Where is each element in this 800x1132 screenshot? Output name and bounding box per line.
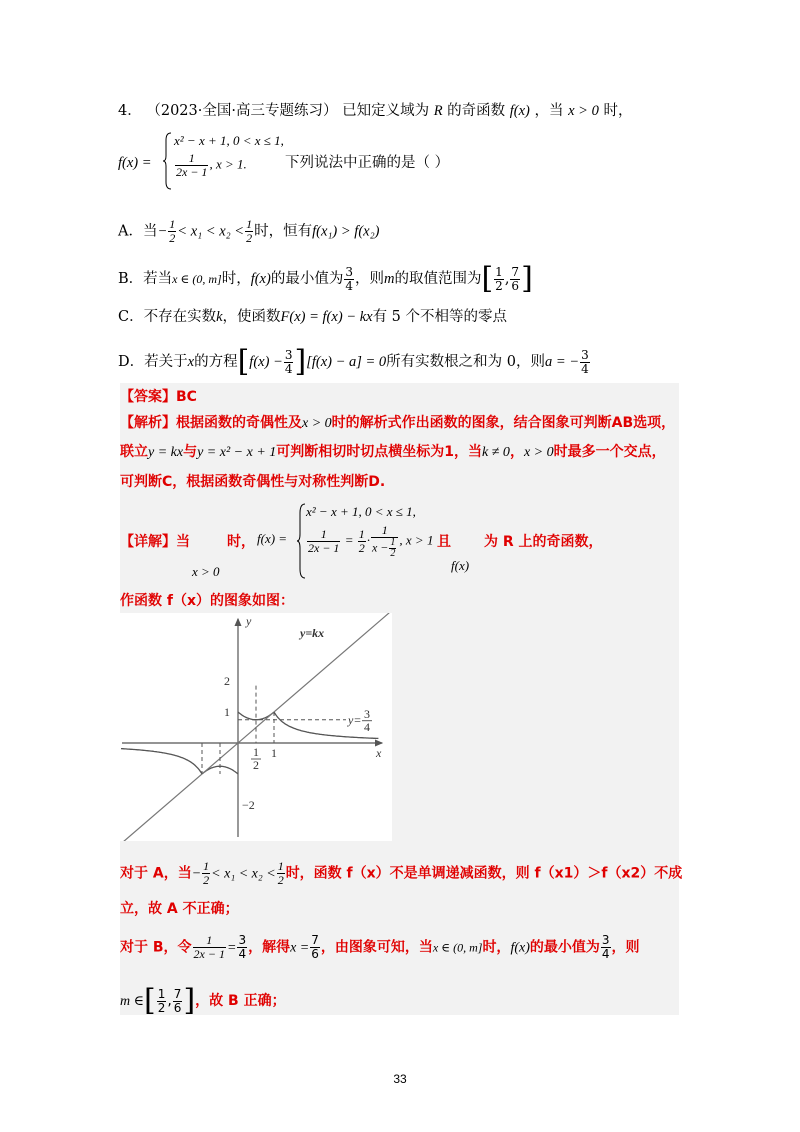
graph-svg: [120, 613, 392, 841]
judge-b-line-2: m ∈[ $\frac{1}{2}$ , $\frac{7}{6}$ ]，故 B 正确；: [120, 983, 286, 1018]
graph-caption: 作函数 f（x）的图象如图：: [120, 593, 294, 609]
judge-a-line-1: 对于 A，当− $\frac{1}{2}$ < x₁ < x₂ < $\frac{1}{2}$ 时，函数 f（x）不是单调递减函数，则 f（x1）＞f（x2）不成: [120, 859, 683, 887]
tick-2: 2: [224, 674, 230, 688]
judge-b-line-1: 对于 B，令 $\frac{1}{2x - 1}$ = $\frac{3}{4}$ ，解得x = $\frac{7}{6}$ ，由图象可知，当x ∈ (0, m]时，f(x)的最小值为 $\frac{3}{4}$ ，则: [120, 933, 640, 961]
tick-1: 1: [224, 705, 230, 719]
asymptote-den: 4: [364, 719, 370, 734]
detail-label: 【详解】当: [120, 534, 190, 550]
tick-neg-2: −2: [242, 798, 255, 812]
question-number: 4．: [118, 103, 142, 119]
line-label: y=kx: [300, 626, 325, 640]
answer-line: 【答案】BC: [120, 389, 197, 405]
option-c[interactable]: C．不存在实数k，使函数F(x) = f(x) − kx有 5 个不相等的零点: [118, 309, 508, 325]
analysis-line-2: 联立y = kx与y = x² − x + 1可判断相切时切点横坐标为1，当k ≠ 0，x > 0时最多一个交点，: [120, 444, 666, 460]
detail-brace-icon: [296, 503, 306, 579]
x-axis-label: x: [376, 746, 382, 760]
option-b[interactable]: B．若当x ∈ (0, m]时，f(x)的最小值为 $\frac{3}{4}$ ，则m的取值范围为[ $\frac{1}{2}$ , $\frac{7}{6}$ ]: [118, 261, 533, 296]
question-prompt: 下列说法中正确的是（ ）: [285, 155, 450, 171]
tick-half-num: 1: [253, 745, 259, 759]
tick-half-den: 2: [253, 758, 259, 772]
page-number: 33: [393, 1072, 407, 1086]
option-a[interactable]: A．当− $\frac{1}{2}$ < x₁ < x₂ < $\frac{1}{2}$ 时，恒有f(x₁) > f(x₂): [118, 217, 380, 245]
asymptote-num: 3: [364, 706, 370, 721]
brace-icon: [162, 132, 172, 190]
answer-value: BC: [176, 389, 197, 405]
analysis-line-1: 【解析】根据函数的奇偶性及x > 0时的解析式作出函数的图象，结合图象可判断AB选项，: [120, 415, 676, 431]
y-axis-label: y: [246, 614, 252, 628]
judge-a-line-2: 立，故 A 不正确；: [120, 901, 239, 917]
question-source: （2023·全国·高三专题练习）: [146, 103, 338, 119]
asymptote-label: y=: [348, 712, 362, 727]
analysis-line-3: 可判断C，根据函数奇偶性与对称性判断D.: [120, 474, 386, 490]
tick-x-1: 1: [271, 746, 277, 760]
option-d[interactable]: D．若关于x的方程[f(x) − $\frac{3}{4}$ ][f(x) − a] = 0所有实数根之和为 0，则a = − $\frac{3}{4}$: [118, 344, 589, 379]
question-stem: 4． （2023·全国·高三专题练习） 已知定义域为 R 的奇函数 f(x) ，当 x > 0 时，: [118, 103, 633, 119]
function-graph: [120, 613, 392, 841]
